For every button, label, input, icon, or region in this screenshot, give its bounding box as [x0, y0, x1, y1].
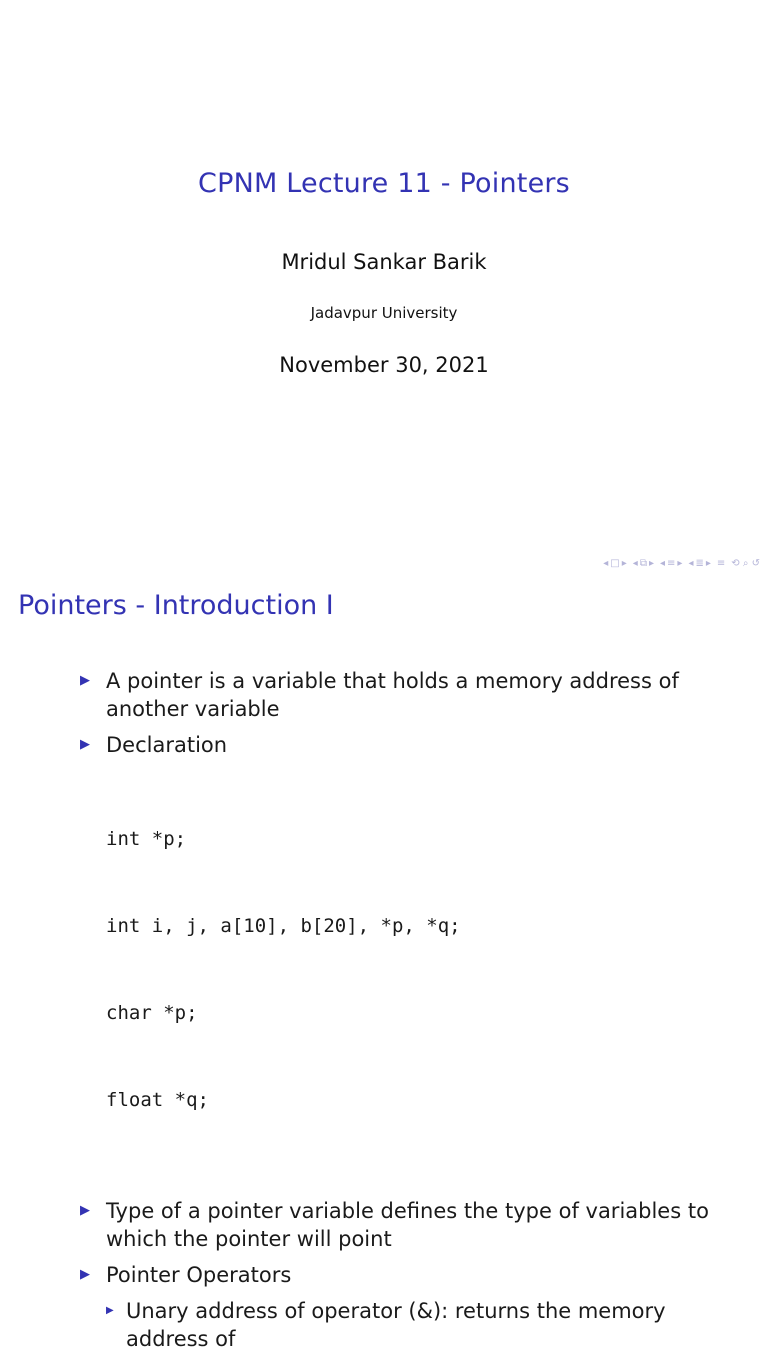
institute-name: Jadavpur University	[310, 304, 458, 322]
nav-left-arrow-icon[interactable]: ◂	[688, 558, 694, 569]
nav-subsection-list-group[interactable]	[688, 559, 710, 569]
nav-subsection-icon[interactable]: ⧉	[639, 558, 647, 569]
sub-bullet-item	[80, 1297, 740, 1353]
nav-frame-group[interactable]	[603, 559, 627, 569]
bullet-item	[80, 1261, 740, 1289]
nav-search-icon[interactable]: ⟲ ⌕ ↺	[731, 558, 760, 569]
frame-title: Pointers - Introduction I	[18, 590, 334, 621]
nav-appendix-icon[interactable]: ≡	[716, 558, 726, 569]
nav-right-arrow-icon[interactable]: ▸	[648, 558, 654, 569]
bullet-item	[80, 667, 740, 723]
nav-right-arrow-icon[interactable]: ▸	[677, 558, 683, 569]
content-slide	[0, 578, 768, 1351]
author-name: Mridul Sankar Barik	[281, 250, 487, 274]
presentation-date: November 30, 2021	[279, 353, 489, 377]
bullet-text: A pointer is a variable that holds a memory address of another variable	[106, 669, 679, 721]
slide-content-body	[80, 667, 740, 1353]
bullet-triangle-icon: ▶	[80, 1203, 90, 1218]
bullet-text: Type of a pointer variable defines the type of variables to which the pointer will point	[106, 1199, 709, 1251]
beamer-navigation-bar	[603, 556, 760, 572]
nav-subsection-group[interactable]	[633, 559, 654, 569]
bullet-item	[80, 1197, 740, 1253]
nav-frame-icon[interactable]: □	[610, 558, 620, 569]
presentation-title: CPNM Lecture 11 - Pointers	[198, 168, 570, 199]
nav-left-arrow-icon[interactable]: ◂	[603, 558, 609, 569]
nav-right-arrow-icon[interactable]: ▸	[621, 558, 627, 569]
sub-bullet-text: Unary address of operator (&): returns the memory address of	[126, 1299, 666, 1351]
code-line: char *p;	[106, 1002, 198, 1024]
bullet-text: Pointer Operators	[106, 1263, 292, 1287]
nav-section-icon[interactable]: ≡	[667, 558, 676, 569]
title-slide	[0, 0, 768, 578]
bullet-text: Declaration	[106, 733, 228, 757]
bullet-triangle-icon: ▶	[80, 737, 90, 752]
sub-bullet-triangle-icon: ▶	[106, 1305, 114, 1316]
bullet-triangle-icon: ▶	[80, 673, 90, 688]
nav-section-group[interactable]	[660, 559, 682, 569]
nav-left-arrow-icon[interactable]: ◂	[659, 558, 666, 569]
code-line: int i, j, a[10], b[20], *p, *q;	[106, 915, 461, 937]
code-line: float *q;	[106, 1089, 209, 1111]
bullet-triangle-icon: ▶	[80, 1267, 90, 1282]
nav-right-arrow-icon[interactable]: ▸	[705, 558, 711, 569]
code-block	[106, 767, 740, 1173]
nav-left-arrow-icon[interactable]: ◂	[632, 558, 638, 569]
bullet-item	[80, 731, 740, 759]
code-line: int *p;	[106, 828, 187, 850]
nav-subsection-list-icon[interactable]: ≣	[695, 558, 704, 569]
